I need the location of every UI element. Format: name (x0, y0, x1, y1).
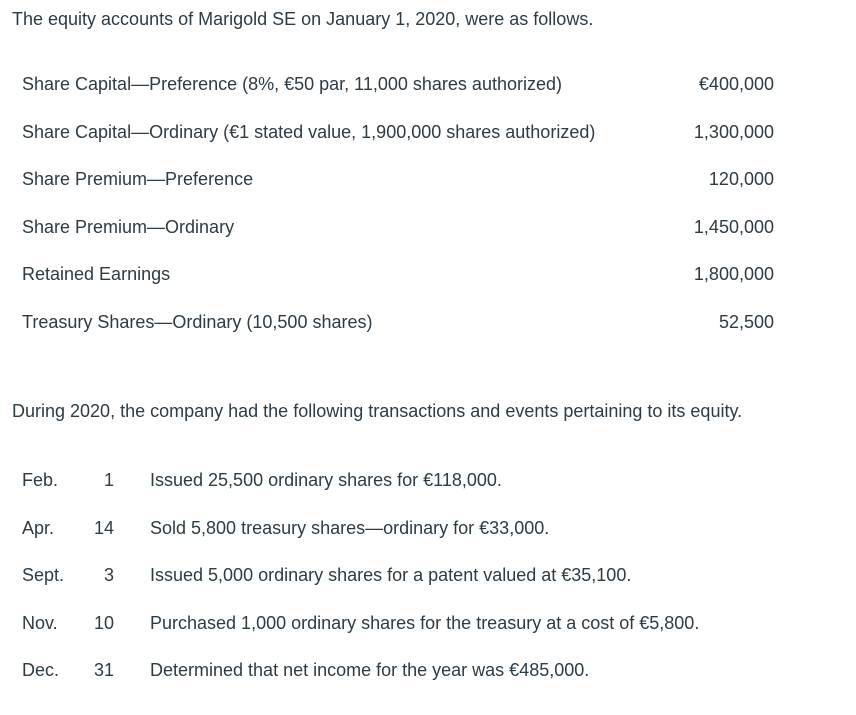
transactions-intro: During 2020, the company had the following transactions and events pertaining to its equity. (12, 401, 743, 421)
transaction-month: Nov. (22, 612, 58, 633)
transaction-day: 14 (93, 517, 114, 538)
transaction-row (22, 466, 802, 514)
equity-account-label: Share Capital—Ordinary (€1 stated value, 1,900,000 shares authorized) (22, 121, 596, 142)
transaction-description: Issued 25,500 ordinary shares for €118,000. (150, 470, 502, 490)
transactions-table (22, 466, 802, 704)
transaction-description: Issued 5,000 ordinary shares for a patent valued at €35,100. (150, 565, 632, 585)
equity-account-label: Retained Earnings (22, 264, 171, 285)
transaction-row (22, 561, 802, 609)
transaction-month: Feb. (22, 470, 59, 490)
transaction-row (22, 609, 802, 657)
equity-row (22, 260, 774, 308)
transaction-description: Determined that net income for the year was €485,000. (150, 660, 590, 680)
equity-row (22, 118, 774, 166)
transaction-day: 31 (93, 660, 114, 680)
equity-account-amount: 1,800,000 (693, 264, 774, 285)
equity-account-amount: 1,300,000 (693, 121, 774, 142)
equity-row (22, 70, 774, 118)
transaction-row (22, 656, 802, 704)
equity-account-amount: 52,500 (718, 311, 774, 332)
transaction-row (22, 514, 802, 562)
equity-account-amount: €400,000 (698, 74, 774, 94)
equity-account-label: Share Capital—Preference (8%, €50 par, 11,000 shares authorized) (22, 74, 562, 94)
equity-account-label: Share Premium—Preference (22, 169, 254, 190)
equity-account-label: Share Premium—Ordinary (22, 216, 235, 237)
transaction-description: Sold 5,800 treasury shares—ordinary for €33,000. (150, 517, 550, 538)
transaction-day: 10 (93, 612, 114, 633)
problem-intro: The equity accounts of Marigold SE on January 1, 2020, were as follows. (12, 9, 594, 29)
transaction-month: Sept. (22, 565, 65, 585)
equity-row (22, 308, 774, 356)
equity-row (22, 213, 774, 261)
equity-accounts-table (22, 70, 774, 356)
transaction-day: 1 (103, 470, 114, 490)
equity-account-amount: 1,450,000 (693, 216, 774, 237)
equity-row (22, 165, 774, 213)
equity-account-amount: 120,000 (708, 169, 774, 190)
equity-account-label: Treasury Shares—Ordinary (10,500 shares) (22, 311, 373, 332)
transaction-description: Purchased 1,000 ordinary shares for the treasury at a cost of €5,800. (150, 612, 700, 633)
transaction-day: 3 (103, 565, 114, 585)
transaction-month: Dec. (22, 660, 60, 680)
transaction-month: Apr. (22, 517, 55, 538)
